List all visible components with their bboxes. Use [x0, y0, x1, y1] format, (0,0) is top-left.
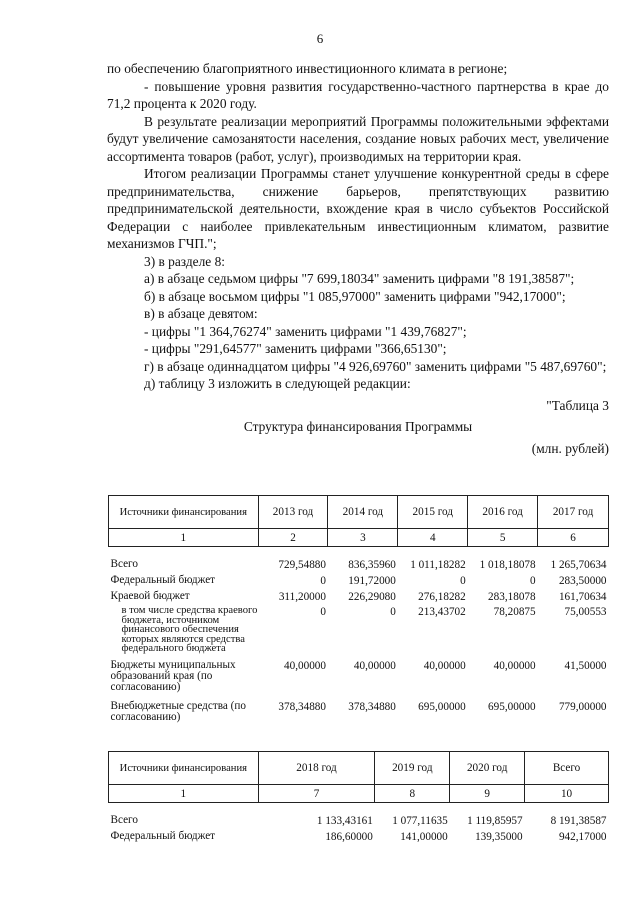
cell-value: 283,50000: [558, 575, 607, 587]
column-number: 3: [328, 529, 398, 547]
cell-value: 1 133,43161: [316, 815, 373, 827]
paragraph: В результате реализации мероприятий Программы положительными эффектами будут увеличение самозанятости населения, создание новых рабочих мест, увеличение ассортимента товаров (работ, услуг), производимых на территории края.: [107, 113, 609, 164]
document-body: [107, 60, 609, 457]
paragraph: по обеспечению благоприятного инвестиционного климата в регионе;: [107, 61, 508, 76]
cell-value: 1 018,18078: [479, 559, 536, 571]
units-label: (млн. рублей): [531, 440, 609, 456]
column-number: 2: [258, 529, 328, 547]
paragraph: - цифры "291,64577" заменить цифрами "366,65130";: [144, 341, 447, 356]
cell-value: 0: [530, 575, 536, 587]
paragraph: 3) в разделе 8:: [144, 253, 226, 269]
cell-value: 40,00000: [353, 659, 396, 672]
cell-value: 695,00000: [488, 700, 536, 713]
column-number: 10: [525, 785, 609, 803]
cell-value: 0: [390, 606, 396, 618]
paragraph: - цифры "1 364,76274" заменить цифрами "1 439,76827";: [144, 323, 467, 339]
cell-value: 0: [320, 606, 326, 618]
paragraph: в) в абзаце девятом:: [144, 306, 258, 321]
table-label: "Таблица 3: [546, 397, 609, 413]
column-header: 2020 год: [450, 752, 525, 785]
cell-value: 942,17000: [558, 831, 607, 843]
column-number-row: [109, 785, 609, 803]
cell-value: 141,00000: [400, 831, 448, 843]
row-label: Краевой бюджет: [110, 590, 190, 602]
table-row: [109, 587, 609, 603]
table-row: [109, 815, 609, 827]
column-number: 4: [398, 529, 468, 547]
column-number: 1: [109, 785, 259, 803]
cell-value: 729,54880: [278, 559, 326, 571]
cell-value: 226,29080: [348, 591, 396, 603]
column-header: 2017 год: [538, 496, 609, 529]
cell-value: 378,34880: [278, 700, 326, 713]
column-number: 1: [109, 529, 259, 547]
cell-value: 695,00000: [418, 700, 466, 713]
cell-value: 1 011,18282: [410, 559, 466, 571]
table-title: Структура финансирования Программы: [243, 419, 473, 434]
column-number: 9: [450, 785, 525, 803]
cell-value: 161,70634: [558, 591, 607, 603]
column-header: 2014 год: [328, 496, 398, 529]
paragraph: Итогом реализации Программы станет улучшение конкурентной среды в сфере предпринимательства, снижение барьеров, препятствующих развитию предпринимательской деятельности, вхождение края в число субъектов Российской Федерации с наиболее привлекательным инвестиционным климатом, развитие механизмов ГЧП.";: [107, 166, 609, 251]
cell-value: 1 077,11635: [392, 815, 448, 827]
column-header: 2013 год: [258, 496, 328, 529]
paragraph: г) в абзаце одиннадцатом цифры "4 926,69760" заменить цифрами "5 487,69760";: [144, 358, 607, 374]
cell-value: 40,00000: [493, 659, 536, 672]
cell-value: 41,50000: [564, 659, 607, 672]
cell-value: 378,34880: [348, 700, 396, 713]
paragraph: а) в абзаце седьмом цифры "7 699,18034" заменить цифрами "8 191,38587";: [144, 271, 575, 286]
row-label: в том числе средства краевого бюджета, источником финансового обеспечения которых являются средства федерального бюджета: [121, 605, 258, 655]
column-number: 6: [538, 529, 609, 547]
table-row: [109, 571, 609, 587]
row-label: Внебюджетные средства (по согласованию): [110, 699, 246, 723]
column-header: 2018 год: [258, 752, 375, 785]
financing-table-part1: [108, 495, 609, 723]
cell-value: 276,18282: [418, 591, 466, 603]
row-label: Всего: [110, 558, 138, 570]
cell-value: 1 265,70634: [550, 559, 607, 571]
cell-value: 213,43702: [418, 606, 466, 618]
column-header: Источники финансирования: [109, 752, 259, 785]
row-label: Федеральный бюджет: [110, 574, 216, 586]
paragraph: б) в абзаце восьмом цифры "1 085,97000" заменить цифрами "942,17000";: [144, 288, 566, 304]
column-number: 5: [468, 529, 538, 547]
table-row: [109, 693, 609, 723]
cell-value: 75,00553: [564, 606, 607, 618]
cell-value: 8 191,38587: [550, 815, 607, 827]
table-header-row: [109, 752, 609, 785]
table-row: [109, 559, 609, 571]
table-row: [109, 654, 609, 693]
financing-table-part2: [108, 751, 609, 843]
column-header: 2019 год: [375, 752, 450, 785]
cell-value: 191,72000: [348, 575, 396, 587]
column-number-row: [109, 529, 609, 547]
cell-value: 1 119,85957: [467, 815, 523, 827]
table-row: [109, 827, 609, 843]
table-row: [109, 603, 609, 654]
row-label: Федеральный бюджет: [110, 830, 216, 842]
paragraph: д) таблицу 3 изложить в следующей редакции:: [144, 376, 411, 391]
page-number: 6: [316, 31, 324, 46]
cell-value: 0: [460, 575, 466, 587]
cell-value: 779,00000: [558, 700, 607, 713]
column-number: 7: [258, 785, 375, 803]
cell-value: 186,60000: [325, 831, 373, 843]
column-header: Всего: [525, 752, 609, 785]
column-number: 8: [375, 785, 450, 803]
cell-value: 40,00000: [423, 659, 466, 672]
cell-value: 283,18078: [488, 591, 536, 603]
cell-value: 836,35960: [348, 559, 396, 571]
cell-value: 40,00000: [284, 659, 326, 672]
table-header-row: [109, 496, 609, 529]
paragraph: - повышение уровня развития государственно-частного партнерства в крае до 71,2 процента к 2020 году.: [107, 78, 609, 111]
column-header: 2015 год: [398, 496, 468, 529]
row-label: Бюджеты муниципальных образований края (по согласованию): [110, 658, 236, 693]
cell-value: 311,20000: [278, 591, 326, 603]
cell-value: 78,20875: [493, 606, 536, 618]
cell-value: 0: [320, 575, 326, 587]
column-header: Источники финансирования: [109, 496, 259, 529]
column-header: 2016 год: [468, 496, 538, 529]
cell-value: 139,35000: [475, 831, 523, 843]
row-label: Всего: [110, 814, 138, 826]
